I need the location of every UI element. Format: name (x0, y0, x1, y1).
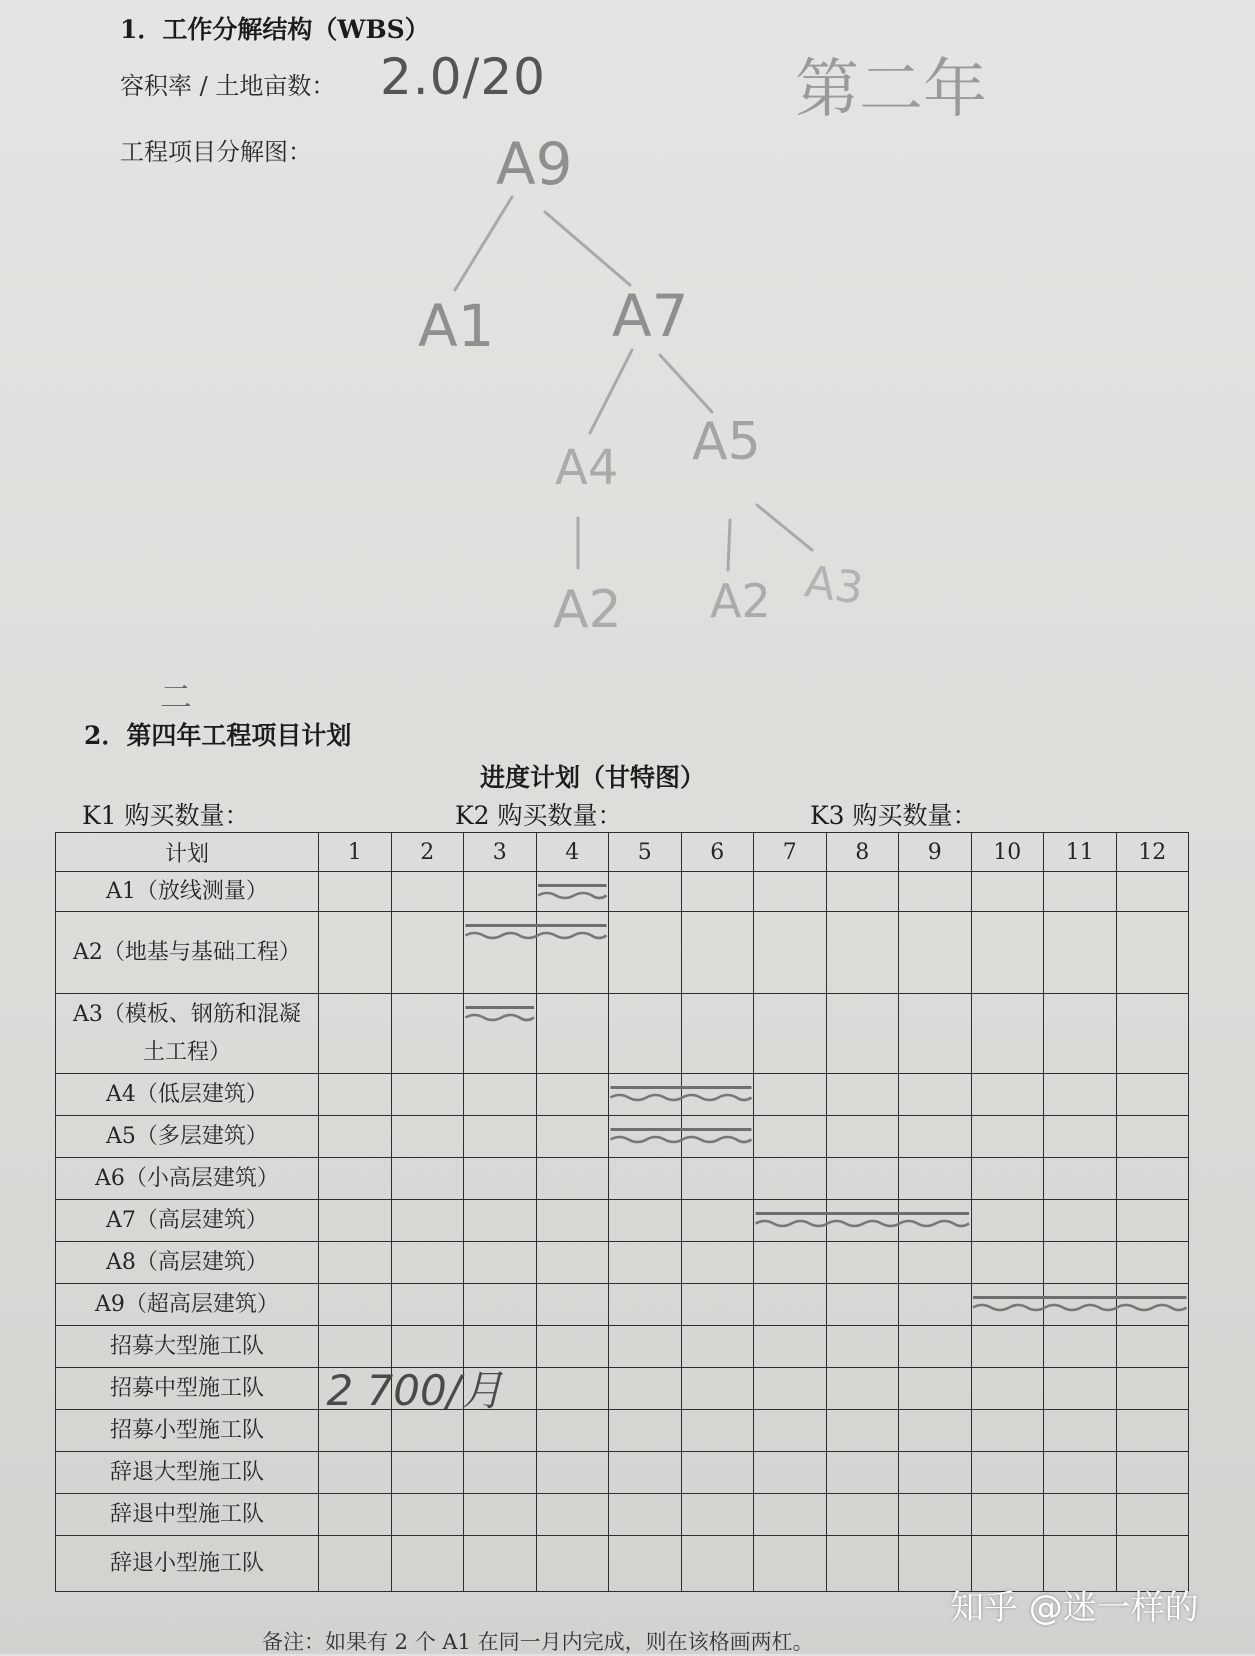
month-header: 3 (464, 833, 537, 872)
header-plan: 计划 (56, 833, 319, 872)
plan-item-label: 辞退小型施工队 (56, 1536, 319, 1592)
gantt-bar (611, 1130, 752, 1143)
correction-mark: 二 (160, 678, 193, 716)
wbs-label: 工程项目分解图： (120, 138, 312, 166)
month-header: 2 (391, 833, 464, 872)
plan-item-label: A5（多层建筑） (56, 1116, 319, 1158)
gantt-bar-wave (538, 893, 607, 898)
month-header: 12 (1116, 833, 1189, 872)
plan-item-label: A6（小高层建筑） (56, 1158, 319, 1200)
footer-note: 备注：如果有 2 个 A1 在同一月内完成，则在该格画两杠。 (262, 1630, 814, 1654)
plan-item-label: 招募中型施工队 (56, 1368, 319, 1410)
gantt-bar-wave (611, 1095, 752, 1100)
month-header: 7 (754, 833, 827, 872)
plan-item-label: A8（高层建筑） (56, 1242, 319, 1284)
gantt-bar (611, 1088, 752, 1101)
purchase-k3: K3 购买数量： (810, 801, 978, 830)
month-header: 10 (971, 833, 1044, 872)
wbs-leaf-a5-right: A3 (801, 556, 867, 615)
wbs-node-level1-right: A7 (612, 282, 689, 350)
purchase-k2: K2 购买数量： (455, 801, 623, 830)
wbs-node-level2-right: A5 (692, 412, 761, 472)
wbs-node-root: A9 (496, 130, 573, 198)
month-header: 11 (1044, 833, 1117, 872)
wbs-node-level2-left: A4 (555, 440, 619, 496)
plan-item-label: A3（模板、钢筋和混凝土工程） (56, 994, 319, 1074)
wbs-leaf-a5-left: A2 (710, 574, 771, 628)
gantt-title: 进度计划（甘特图） (480, 763, 706, 792)
section-1-title: 1．工作分解结构（WBS） (120, 15, 430, 44)
plan-item-label: A2（地基与基础工程） (56, 912, 319, 994)
month-header: 6 (681, 833, 754, 872)
month-header: 1 (319, 833, 392, 872)
handwritten-recruit-note: 2 700/月 (326, 1365, 503, 1415)
gantt-bar-wave (756, 1221, 970, 1226)
plan-item-label: 招募小型施工队 (56, 1410, 319, 1452)
plan-item-label: A1（放线测量） (56, 872, 319, 912)
wbs-node-level1-left: A1 (418, 292, 495, 360)
plan-item-label: 招募大型施工队 (56, 1326, 319, 1368)
year-note-handwritten: 第二年 (795, 53, 987, 127)
far-label: 容积率 / 土地亩数： (120, 72, 336, 100)
section-2-title: 2．第四年工程项目计划 (84, 721, 352, 750)
plan-item-label: 辞退大型施工队 (56, 1452, 319, 1494)
plan-item-label: 辞退中型施工队 (56, 1494, 319, 1536)
wbs-leaf-a4-child: A2 (553, 580, 622, 640)
gantt-bar (466, 926, 607, 939)
gantt-bar-wave (466, 1015, 535, 1020)
month-header: 5 (609, 833, 682, 872)
plan-item-label: A9（超高层建筑） (56, 1284, 319, 1326)
month-header: 4 (536, 833, 609, 872)
plan-item-label: A7（高层建筑） (56, 1200, 319, 1242)
gantt-bar-wave (973, 1305, 1187, 1310)
plan-item-label: A4（低层建筑） (56, 1074, 319, 1116)
gantt-bar (756, 1214, 970, 1227)
far-value-handwritten: 2.0/20 (380, 48, 546, 106)
gantt-bar-wave (611, 1137, 752, 1142)
purchase-k1: K1 购买数量： (82, 801, 250, 830)
gantt-bar-wave (466, 933, 607, 938)
month-header: 8 (826, 833, 899, 872)
month-header: 9 (899, 833, 972, 872)
gantt-bar (538, 886, 607, 899)
gantt-bar (973, 1298, 1187, 1311)
gantt-bar (466, 1008, 535, 1021)
watermark: 知乎 @迷一样的 (950, 1588, 1199, 1628)
